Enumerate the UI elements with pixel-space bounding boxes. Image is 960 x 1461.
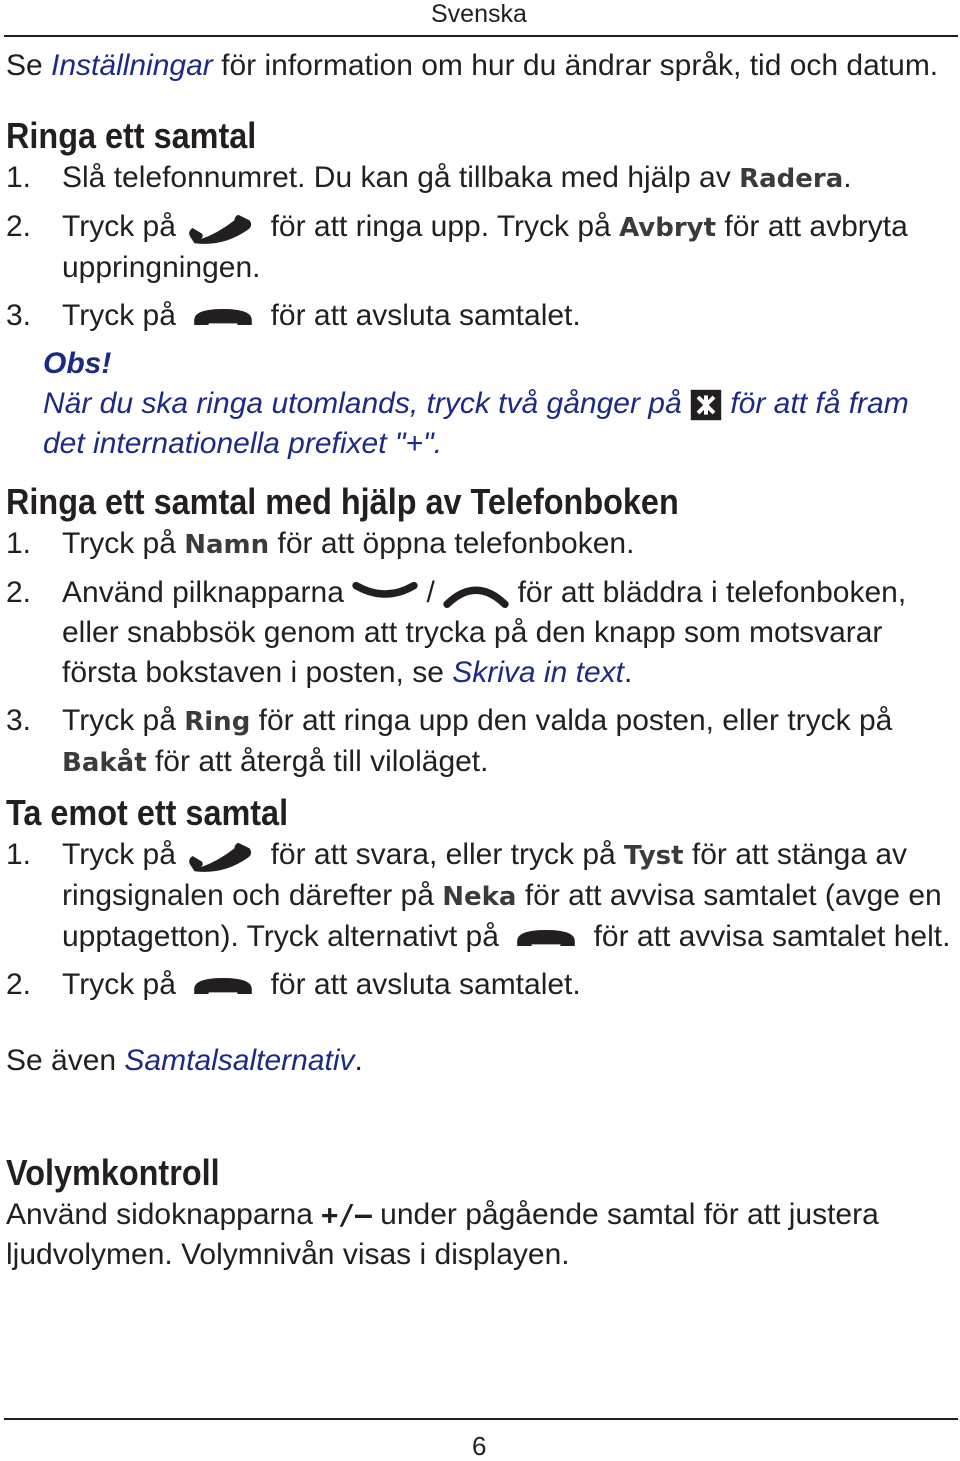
- arrow-down-icon: [352, 580, 418, 608]
- step-number: 1.: [6, 161, 32, 194]
- settings-link[interactable]: Inställningar: [51, 49, 213, 82]
- intro-paragraph: [6, 46, 956, 86]
- step-text: för att avsluta samtalet.: [262, 299, 581, 332]
- list-item: [6, 965, 956, 1005]
- phonebook-steps: [6, 524, 956, 783]
- step-number: 1.: [6, 527, 32, 560]
- call-icon: [184, 837, 262, 875]
- step-text: för att avsluta samtalet.: [262, 968, 581, 1001]
- arrow-up-icon: [443, 580, 509, 608]
- step-text: Tryck på: [62, 527, 185, 560]
- step-text: .: [623, 656, 633, 689]
- step-text: för att avvisa samtalet helt.: [585, 920, 951, 953]
- step-number: 3.: [6, 704, 32, 737]
- page-content: [6, 46, 956, 1275]
- note-box: [43, 344, 956, 464]
- note-text-b: för att få fram det internationella prefixet "+".: [43, 387, 909, 460]
- icon-separator: /: [418, 576, 444, 609]
- keyword-ring: Ring: [184, 707, 251, 737]
- step-text: .: [843, 161, 852, 194]
- step-text: för att avvisa samtalet (avge en upptagetton). Tryck alternativt på: [62, 879, 942, 953]
- step-text: för att öppna telefonboken.: [269, 527, 635, 560]
- keyword-radera: Radera: [739, 164, 844, 194]
- step-number: 3.: [6, 299, 32, 332]
- step-text: Tryck på: [62, 838, 185, 871]
- list-item: [6, 207, 956, 288]
- section-title-volume: Volymkontroll: [6, 1152, 220, 1193]
- step-text: Tryck på: [62, 968, 185, 1001]
- call-icon: [184, 209, 262, 247]
- receive-steps: [6, 835, 956, 1005]
- step-number: 1.: [6, 838, 32, 871]
- call-options-link[interactable]: Samtalsalternativ: [124, 1044, 355, 1077]
- note-title: Obs!: [43, 347, 112, 380]
- keyword-namn: Namn: [184, 530, 270, 560]
- page-number: 6: [472, 1431, 487, 1461]
- step-text: Använd pilknapparna: [62, 576, 353, 609]
- step-text: för att bläddra i telefonboken, eller snabbsök genom att trycka på den knapp som motsvarar första bokstaven i posten, se: [62, 576, 907, 689]
- call-steps: [6, 158, 956, 336]
- end-call-icon: [184, 970, 262, 1002]
- step-number: 2.: [6, 968, 32, 1001]
- write-text-link[interactable]: Skriva in text: [452, 656, 624, 689]
- step-number: 2.: [6, 210, 32, 243]
- step-text: Tryck på: [62, 210, 185, 243]
- step-text: för att svara, eller tryck på: [262, 838, 625, 871]
- volume-text-b: under pågående samtal för att justera ljudvolymen. Volymnivån visas i displayen.: [6, 1198, 879, 1271]
- intro-prefix: Se: [6, 49, 52, 82]
- keyword-bakat: Bakåt: [62, 748, 147, 778]
- list-item: [6, 701, 956, 783]
- list-item: [6, 296, 956, 336]
- see-also-paragraph: [6, 1041, 956, 1081]
- end-call-icon: [184, 301, 262, 333]
- section-title-call: Ringa ett samtal: [6, 115, 257, 156]
- step-text: Tryck på: [62, 299, 185, 332]
- step-text: för att återgå till viloläget.: [146, 745, 489, 778]
- keyword-avbryt: Avbryt: [619, 213, 717, 243]
- header-language: Svenska: [431, 0, 527, 28]
- section-title-phonebook: Ringa ett samtal med hjälp av Telefonboken: [6, 481, 679, 522]
- volume-text-a: Använd sidoknapparna: [6, 1198, 322, 1231]
- intro-suffix: för information om hur du ändrar språk, tid och datum.: [212, 49, 939, 82]
- list-item: [6, 158, 956, 199]
- step-text: för att avbryta uppringningen.: [62, 210, 908, 284]
- note-text: [43, 384, 956, 464]
- step-number: 2.: [6, 576, 32, 609]
- step-text: för att ringa upp. Tryck på: [262, 210, 620, 243]
- list-item: [6, 573, 956, 693]
- keyword-neka: Neka: [442, 882, 517, 912]
- see-also-suffix: .: [354, 1044, 363, 1077]
- list-item: [6, 835, 956, 957]
- volume-paragraph: [6, 1195, 956, 1275]
- step-text: Slå telefonnumret. Du kan gå tillbaka med hjälp av: [62, 161, 740, 194]
- end-call-icon: [507, 922, 585, 954]
- step-text: Tryck på: [62, 704, 185, 737]
- step-text: för att ringa upp den valda posten, eller tryck på: [250, 704, 893, 737]
- keyword-tyst: Tyst: [624, 841, 684, 871]
- step-text: för att stänga av ringsignalen och därefter på: [62, 838, 908, 912]
- header-divider: [4, 35, 958, 37]
- list-item: [6, 524, 956, 565]
- section-title-receive: Ta emot ett samtal: [6, 792, 289, 833]
- see-also-prefix: Se även: [6, 1044, 125, 1077]
- footer-divider: [4, 1418, 958, 1420]
- note-text-a: När du ska ringa utomlands, tryck två gånger på: [43, 387, 690, 420]
- volume-keys: +/–: [321, 1198, 372, 1231]
- star-key-icon: [690, 389, 722, 421]
